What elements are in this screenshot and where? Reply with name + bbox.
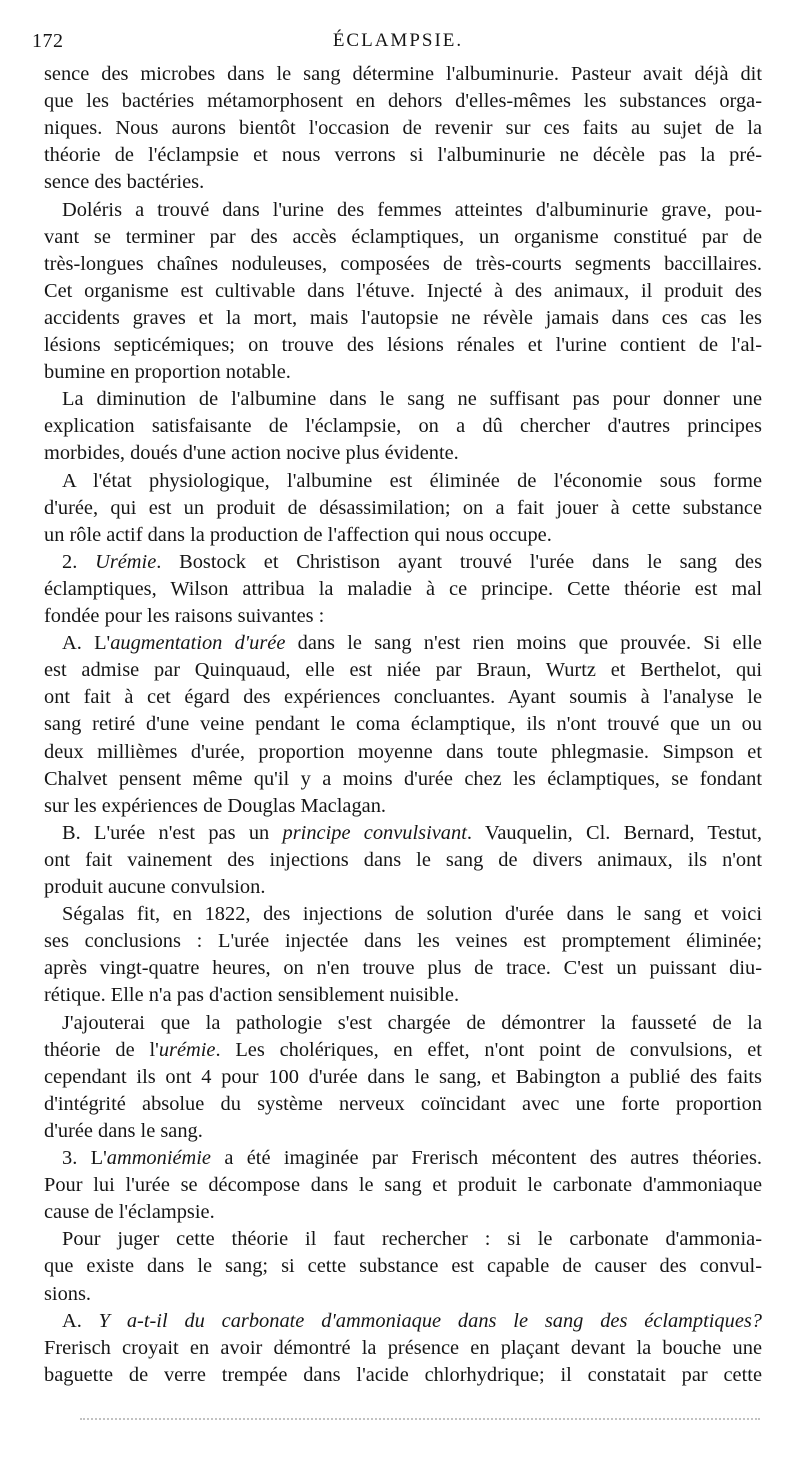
italic-term: augmentation d'urée [110, 632, 286, 655]
text-segment: A. [62, 1309, 99, 1332]
text-line [44, 224, 762, 251]
text-line [44, 305, 762, 332]
text-segment: d'intégrité absolue du système nerveux coïncidant avec une forte proportion [44, 1092, 762, 1115]
text-segment: que existe dans le sang; si cette substance est capable de causer des convul- [44, 1255, 762, 1278]
text-segment: sang retiré d'une veine pendant le coma éclamptique, ils n'ont trouvé que un ou [44, 713, 762, 736]
text-line [44, 874, 762, 901]
text-segment: Cet organisme est cultivable dans l'étuve. Injecté à des animaux, il produit des [44, 279, 762, 302]
text-segment: Frerisch croyait en avoir démontré la présence en plaçant devant la bouche une [44, 1336, 762, 1359]
text-line [44, 495, 762, 522]
text-segment: est admise par Quinquaud, elle est niée par Braun, Wurtz et Berthelot, qui [44, 659, 762, 682]
text-segment: lésions septicémiques; on trouve des lésions rénales et l'urine contient de l'al- [44, 334, 762, 356]
text-line [44, 1064, 762, 1091]
text-segment: d'urée, qui est un produit de désassimilation; on a fait jouer à cette substance [44, 496, 762, 519]
italic-term: urémie [158, 1038, 216, 1061]
text-line [44, 1199, 762, 1226]
text-segment: cependant ils ont 4 pour 100 d'urée dans le sang, et Babington a publié des faits [44, 1065, 762, 1088]
text-segment: explication satisfaisante de l'éclampsie, on a dû chercher d'autres principes [44, 415, 762, 438]
italic-term: Urémie [95, 550, 157, 573]
text-line [44, 603, 762, 630]
text-segment: . Les cholériques, en effet, n'ont point de convulsions, et [215, 1038, 762, 1061]
text-segment: vant se terminer par des accès éclamptiques, un organisme constitué par de [44, 225, 762, 248]
text-line [44, 820, 762, 847]
text-segment: Doléris a trouvé dans l'urine des femmes atteintes d'albuminurie grave, pou- [62, 198, 762, 221]
text-line [44, 766, 762, 793]
text-line [44, 278, 762, 305]
text-segment: sence des microbes dans le sang détermine l'albuminurie. Pasteur avait déjà dit [44, 63, 762, 85]
text-segment: un rôle actif dans la production de l'affection qui nous occupe. [44, 523, 552, 546]
text-segment: ont fait vainement des injections dans le sang de divers animaux, ils n'ont [44, 848, 762, 871]
text-segment: J'ajouterai que la pathologie s'est chargée de démontrer la fausseté de la [62, 1011, 762, 1034]
page-header [32, 30, 764, 58]
text-segment: éclamptiques, Wilson attribua la maladie à ce principe. Cette théorie est mal [44, 577, 762, 600]
text-segment: Chalvet pensent même qu'il y a moins d'urée chez les éclamptiques, se fondant [44, 767, 762, 790]
text-line [44, 1308, 762, 1335]
text-line [44, 901, 762, 928]
text-line [44, 115, 762, 142]
text-line [44, 1335, 762, 1362]
text-segment: ont fait à cet égard des expériences concluantes. Ayant soumis à l'analyse le [44, 686, 762, 709]
text-line [44, 928, 762, 955]
text-segment: B. L'urée n'est pas un [62, 821, 283, 844]
text-segment: accidents graves et la mort, mais l'autopsie ne révèle jamais dans ces cas les [44, 306, 762, 329]
text-segment: A. L' [62, 632, 111, 655]
text-segment: cause de l'éclampsie. [44, 1201, 215, 1224]
text-segment: baguette de verre trempée dans l'acide chlorhydrique; il constatait par cette [44, 1363, 762, 1386]
text-segment: sur les expériences de Douglas Maclagan. [44, 794, 386, 817]
text-line [44, 549, 762, 576]
text-segment: La diminution de l'albumine dans le sang ne suffisant pas pour donner une [62, 388, 762, 411]
text-line [44, 142, 762, 169]
text-segment: Pour juger cette théorie il faut rechercher : si le carbonate d'ammonia- [62, 1228, 762, 1251]
text-line [44, 522, 762, 549]
text-line [44, 847, 762, 874]
text-segment: 3. L' [62, 1147, 107, 1169]
text-line [44, 386, 762, 413]
running-head: ÉCLAMPSIE. [332, 30, 464, 51]
text-line [44, 88, 762, 115]
text-segment: deux millièmes d'urée, proportion moyenne dans toute phlegmasie. Simpson et [44, 740, 762, 763]
italic-term: ammoniémie [106, 1147, 211, 1169]
text-line [44, 1091, 762, 1118]
text-segment: après vingt-quatre heures, on n'en trouve plus de trace. C'est un puissant diu- [44, 957, 762, 980]
text-line [44, 332, 762, 359]
text-line [44, 630, 762, 657]
text-line [44, 1253, 762, 1280]
text-segment: théorie de l'éclampsie et nous verrons si l'albuminurie ne décèle pas la pré- [44, 144, 762, 167]
text-line [44, 684, 762, 711]
text-segment: . Vauquelin, Cl. Bernard, Testut, [466, 821, 763, 844]
text-segment: 2. [62, 550, 96, 573]
text-line [44, 468, 762, 495]
text-line [44, 1145, 762, 1172]
text-segment: produit aucune convulsion. [44, 876, 266, 898]
text-segment: Ségalas fit, en 1822, des injections de solution d'urée dans le sang et voici [62, 903, 762, 926]
text-segment: dans le sang n'est rien moins que prouvée. Si elle [285, 632, 762, 655]
text-segment: niques. Nous aurons bientôt l'occasion de revenir sur ces faits au sujet de la [44, 117, 762, 140]
text-segment: . Bostock et Christison ayant trouvé l'urée dans le sang des [156, 550, 763, 573]
italic-term: Y a-t-il du carbonate d'ammoniaque dans le sang des éclamptiques? [98, 1309, 762, 1332]
text-segment: morbides, doués d'une action nocive plus évidente. [44, 442, 459, 465]
text-line [44, 657, 762, 684]
text-line [44, 440, 762, 467]
text-segment: sence des bactéries. [44, 171, 205, 194]
text-segment: ses conclusions : L'urée injectée dans les veines est promptement éliminée; [44, 930, 762, 953]
text-line [44, 793, 762, 820]
text-segment: Pour lui l'urée se décompose dans le sang et produit le carbonate d'ammoniaque [44, 1174, 762, 1197]
text-line [44, 982, 762, 1009]
text-line [44, 413, 762, 440]
text-segment: d'urée dans le sang. [44, 1119, 203, 1142]
footer-rule [80, 1418, 760, 1420]
text-line [44, 1037, 762, 1064]
text-line [44, 739, 762, 766]
text-line [44, 359, 762, 386]
text-segment: sions. [44, 1282, 92, 1305]
text-segment: fondée pour les raisons suivantes : [44, 605, 325, 627]
text-segment: très-longues chaînes noduleuses, composées de très-courts segments baccillaires. [44, 252, 762, 275]
text-line [44, 1172, 762, 1199]
text-segment: bumine en proportion notable. [44, 361, 291, 384]
text-segment: théorie de l' [44, 1038, 159, 1061]
text-line [44, 711, 762, 738]
text-segment: a été imaginée par Frerisch mécontent des autres théories. [210, 1147, 762, 1169]
text-line [44, 1281, 762, 1308]
page-number: 172 [32, 30, 64, 52]
text-line [44, 1226, 762, 1253]
text-line [44, 955, 762, 982]
italic-term: principe convulsivant [282, 821, 467, 844]
text-line [44, 1118, 762, 1145]
text-line [44, 251, 762, 278]
text-line [44, 576, 762, 603]
text-segment: A l'état physiologique, l'albumine est éliminée de l'économie sous forme [62, 469, 762, 492]
text-line [44, 1362, 762, 1389]
text-line [44, 1010, 762, 1037]
text-line [44, 197, 762, 224]
text-line [44, 169, 762, 196]
text-segment: rétique. Elle n'a pas d'action sensiblement nuisible. [44, 984, 460, 1007]
text-segment: que les bactéries métamorphosent en dehors d'elles-mêmes les substances orga- [44, 90, 762, 113]
text-line [44, 61, 762, 88]
